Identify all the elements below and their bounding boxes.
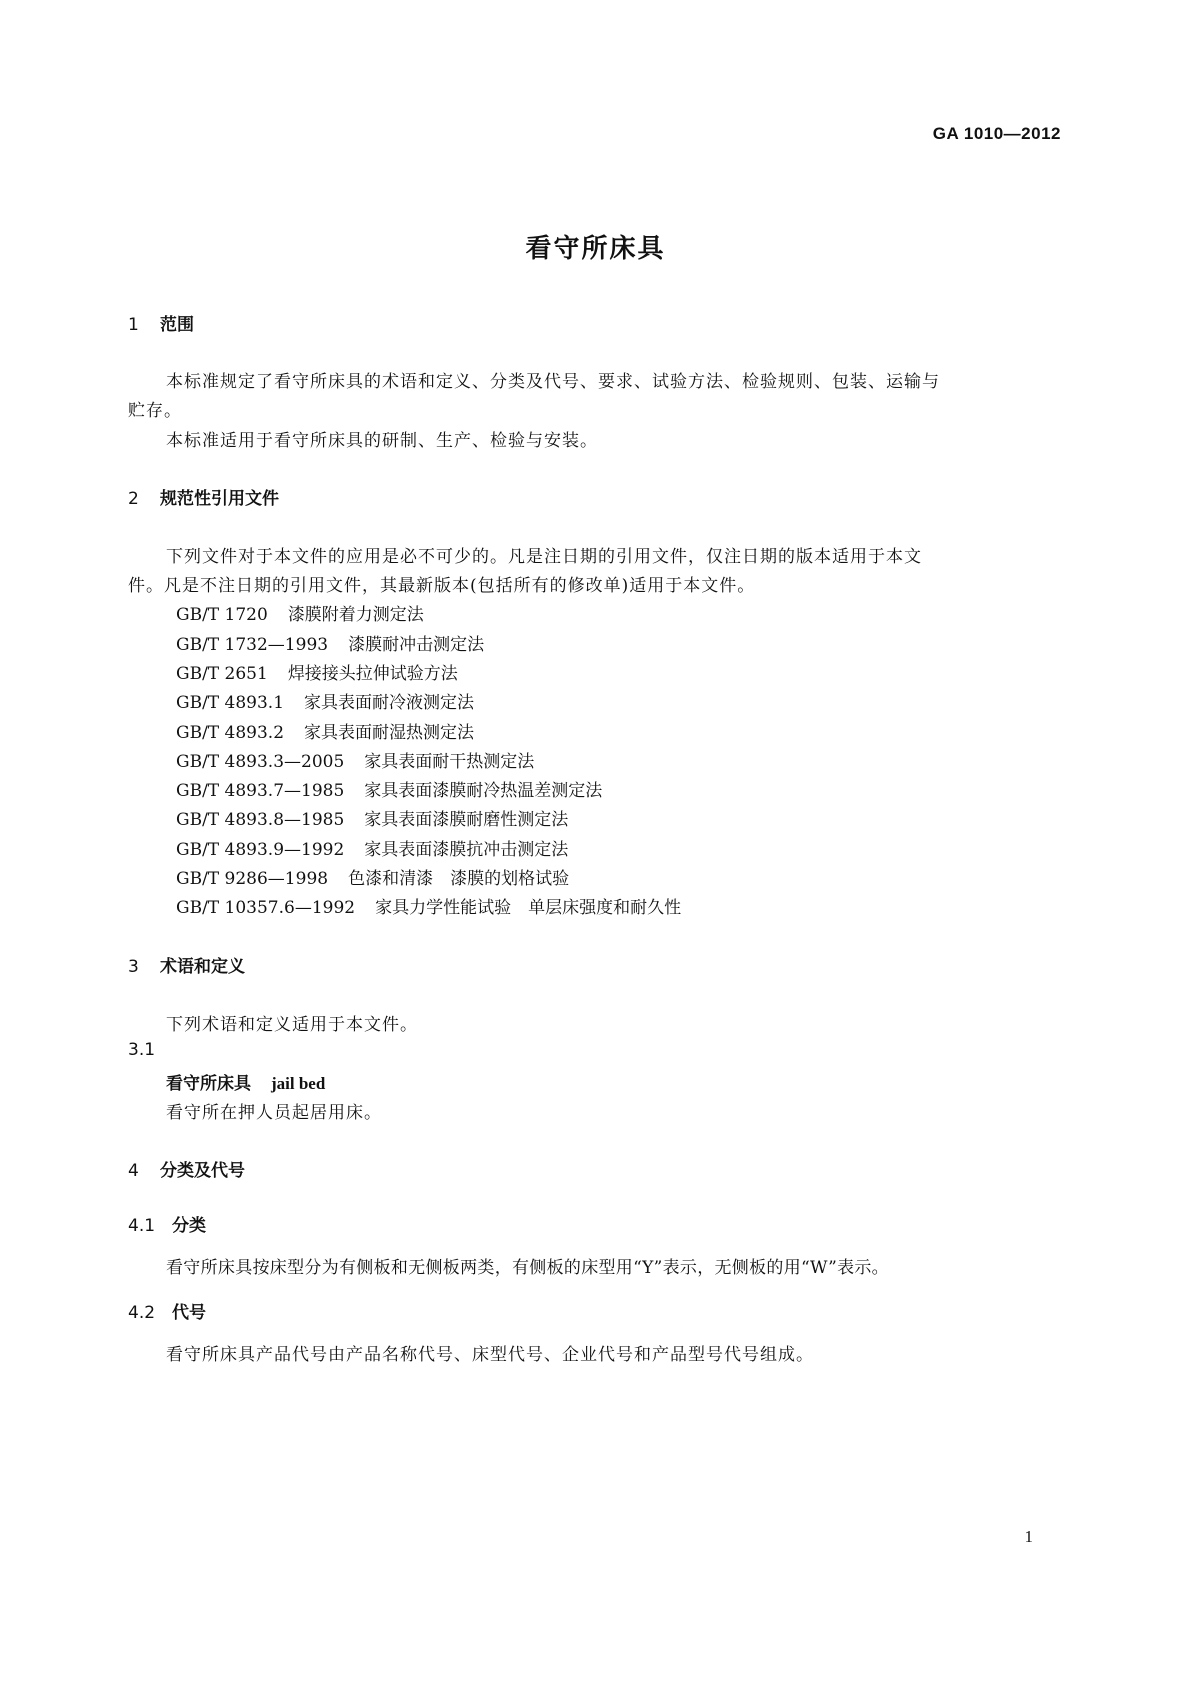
reference-title: 家具力学性能试验 单层床强度和耐久性 — [375, 898, 682, 918]
section-1-heading — [128, 310, 194, 335]
term-definition: 看守所在押人员起居用床。 — [166, 1103, 382, 1123]
section-title: 术语和定义 — [160, 957, 245, 977]
paragraph: 看守所床具按床型分为有侧板和无侧板两类，有侧板的床型用“Y”表示，无侧板的用“W”表示。 — [166, 1258, 889, 1278]
reference-title: 家具表面漆膜耐磨性测定法 — [364, 810, 569, 830]
document-title: 看守所床具 — [525, 234, 666, 264]
reference-item — [176, 747, 534, 772]
reference-code: GB/T 10357.6—1992 — [176, 898, 356, 918]
section-number: 3 — [128, 957, 139, 977]
paragraph: 看守所床具产品代号由产品名称代号、床型代号、企业代号和产品型号代号组成。 — [166, 1345, 814, 1365]
reference-title: 家具表面耐湿热测定法 — [304, 723, 475, 743]
subsection-4-2-heading — [128, 1298, 206, 1323]
reference-item — [176, 659, 458, 684]
term-english: jail bed — [271, 1074, 326, 1093]
subsection-title: 代号 — [172, 1303, 206, 1323]
reference-item — [176, 600, 424, 625]
section-title: 分类及代号 — [160, 1161, 245, 1181]
reference-code: GB/T 1720 — [176, 605, 268, 625]
reference-code: GB/T 2651 — [176, 664, 268, 684]
section-number: 2 — [128, 489, 139, 509]
reference-title: 漆膜附着力测定法 — [287, 605, 424, 625]
section-2-heading — [128, 484, 279, 509]
reference-code: GB/T 9286—1998 — [176, 869, 329, 889]
reference-title: 家具表面漆膜耐冷热温差测定法 — [364, 781, 603, 801]
paragraph: 本标准适用于看守所床具的研制、生产、检验与安装。 — [166, 431, 598, 451]
section-number: 4 — [128, 1161, 139, 1181]
subsection-4-1-heading — [128, 1211, 206, 1236]
page-number: 1 — [1024, 1527, 1033, 1546]
reference-item — [176, 630, 484, 655]
paragraph: 下列术语和定义适用于本文件。 — [166, 1015, 418, 1035]
reference-title: 家具表面耐冷液测定法 — [304, 693, 475, 713]
reference-code: GB/T 4893.1 — [176, 693, 285, 713]
reference-title: 家具表面漆膜抗冲击测定法 — [364, 840, 569, 860]
reference-item — [176, 893, 681, 918]
term-number: 3.1 — [128, 1040, 156, 1060]
reference-title: 色漆和清漆 漆膜的划格试验 — [348, 869, 570, 889]
reference-item — [176, 718, 474, 743]
section-title: 规范性引用文件 — [160, 489, 279, 509]
reference-code: GB/T 4893.8—1985 — [176, 810, 345, 830]
reference-item — [176, 688, 474, 713]
term-chinese: 看守所床具 — [166, 1074, 251, 1094]
reference-title: 家具表面耐干热测定法 — [364, 752, 535, 772]
standard-code: GA 1010—2012 — [932, 124, 1061, 143]
term-entry — [166, 1069, 325, 1094]
reference-code: GB/T 4893.3—2005 — [176, 752, 345, 772]
paragraph: 下列文件对于本文件的应用是必不可少的。凡是注日期的引用文件，仅注日期的版本适用于本文 — [166, 547, 922, 567]
reference-item — [176, 805, 568, 830]
reference-item — [176, 776, 602, 801]
reference-item — [176, 835, 568, 860]
reference-code: GB/T 4893.9—1992 — [176, 840, 345, 860]
subsection-number: 4.1 — [128, 1216, 156, 1236]
paragraph: 本标准规定了看守所床具的术语和定义、分类及代号、要求、试验方法、检验规则、包装、运输与 — [166, 372, 940, 392]
reference-code: GB/T 4893.7—1985 — [176, 781, 345, 801]
subsection-number: 4.2 — [128, 1303, 156, 1323]
reference-title: 焊接接头拉伸试验方法 — [287, 664, 458, 684]
section-number: 1 — [128, 315, 139, 335]
reference-item — [176, 864, 569, 889]
section-title: 范围 — [160, 315, 194, 335]
reference-title: 漆膜耐冲击测定法 — [348, 635, 485, 655]
paragraph: 贮存。 — [128, 401, 182, 421]
reference-code: GB/T 4893.2 — [176, 723, 285, 743]
reference-code: GB/T 1732—1993 — [176, 635, 329, 655]
paragraph: 件。凡是不注日期的引用文件，其最新版本(包括所有的修改单)适用于本文件。 — [128, 576, 756, 596]
subsection-title: 分类 — [172, 1216, 206, 1236]
section-4-heading — [128, 1156, 245, 1181]
section-3-heading — [128, 952, 245, 977]
